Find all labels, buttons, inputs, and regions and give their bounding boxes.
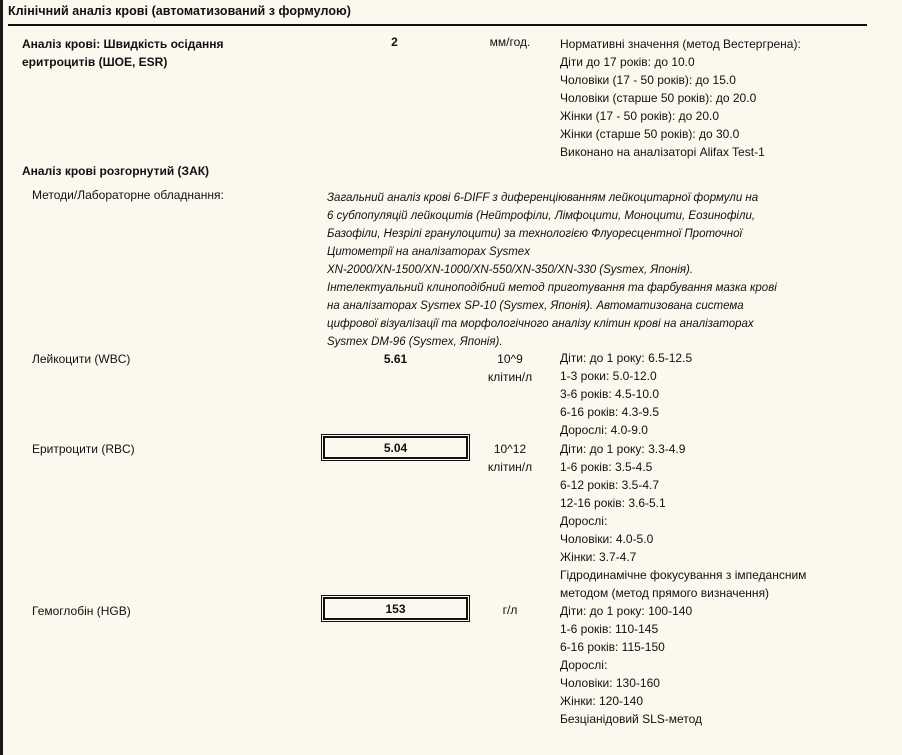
hgb-test-name: Гемоглобін (HGB) — [32, 604, 131, 618]
reference-line: Діти: до 1 року: 100-140 — [560, 604, 693, 618]
hgb-value-box — [323, 597, 468, 620]
methods-line: XN-2000/XN-1500/XN-1000/XN-550/XN-350/XN-330 (Sysmex, Японія). — [327, 264, 694, 276]
reference-line: 1-6 років: 3.5-4.5 — [560, 460, 653, 474]
methods-line: цифрової візуалізації та морфологічного аналізу клітин крові на аналізаторах — [327, 318, 754, 330]
header-rule — [8, 24, 867, 26]
reference-line: 3-6 років: 4.5-10.0 — [560, 387, 660, 401]
reference-line: 1-6 років: 110-145 — [560, 622, 659, 636]
reference-line: Гідродинамічне фокусування з імпедансним — [560, 568, 807, 582]
methods-label: Методи/Лабораторне обладнання: — [32, 188, 224, 202]
reference-line: 1-3 роки: 5.0-12.0 — [560, 369, 657, 383]
esr-reference — [560, 35, 801, 161]
rbc-test-name: Еритроцити (RBC) — [32, 442, 135, 456]
reference-line: Дорослі: — [560, 514, 608, 528]
wbc-value: 5.61 — [383, 352, 408, 366]
methods-line: Sysmex DM-96 (Sysmex, Японія). — [327, 336, 503, 348]
cbc-section-title: Аналіз крові розгорнутий (ЗАК) — [22, 164, 210, 178]
reference-line: Діти: до 1 року: 3.3-4.9 — [560, 442, 686, 456]
esr-unit: мм/год. — [489, 35, 531, 49]
reference-line: методом (метод прямого визначення) — [560, 586, 770, 600]
page-left-edge — [0, 0, 3, 755]
methods-line: Інтелектуальний клиноподібний метод приготування та фарбування мазка крові — [327, 282, 777, 294]
rbc-unit — [480, 440, 540, 476]
hgb-unit: г/л — [502, 603, 518, 617]
report-header — [8, 4, 858, 18]
wbc-unit — [480, 350, 540, 386]
hgb-value: 153 — [385, 601, 406, 616]
reference-line: Жінки (старше 50 років): до 30.0 — [560, 127, 740, 141]
unit-line: клітин/л — [487, 460, 533, 474]
wbc-reference — [560, 349, 692, 439]
reference-line: Діти до 17 років: до 10.0 — [560, 55, 695, 69]
reference-line: 12-16 років: 3.6-5.1 — [560, 496, 666, 510]
reference-line: Нормативні значення (метод Вестергрена): — [560, 37, 801, 51]
unit-line: 10^12 — [493, 442, 527, 456]
methods-line: Загальний аналіз крові 6-DIFF з диференціюванням лейкоцитарної формули на — [327, 192, 759, 204]
methods-line: 6 субпопуляцій лейкоцитів (Нейтрофіли, Лімфоцити, Моноцити, Еозинофіли, — [327, 210, 756, 222]
methods-line: Цитометрії на аналізаторах Sysmex — [327, 246, 530, 258]
reference-line: 6-16 років: 115-150 — [560, 640, 665, 654]
esr-name-line: Аналіз крові: Швидкість осідання — [22, 37, 224, 51]
rbc-reference — [560, 440, 806, 602]
reference-line: Діти: до 1 року: 6.5-12.5 — [560, 351, 693, 365]
unit-line: 10^9 — [497, 352, 523, 366]
methods-line: на аналізаторах Sysmex SP-10 (Sysmex, Японія). Автоматизована система — [327, 300, 744, 312]
reference-line: 6-12 років: 3.5-4.7 — [560, 478, 660, 492]
reference-line: Чоловіки: 4.0-5.0 — [560, 532, 654, 546]
reference-line: 6-16 років: 4.3-9.5 — [560, 405, 660, 419]
reference-line: Жінки: 3.7-4.7 — [560, 550, 637, 564]
esr-test-name — [22, 35, 224, 71]
wbc-test-name: Лейкоцити (WBC) — [32, 352, 131, 366]
report-title: Клінічний аналіз крові (автоматизований з формулою) — [8, 4, 351, 18]
hgb-reference — [560, 602, 702, 728]
reference-line: Чоловіки (17 - 50 років): до 15.0 — [560, 73, 736, 87]
esr-value: 2 — [391, 35, 398, 49]
reference-line: Жінки (17 - 50 років): до 20.0 — [560, 109, 720, 123]
unit-line: клітин/л — [487, 370, 533, 384]
methods-line: Базофіли, Незрілі гранулоцити) за технологією Флуоресцентної Проточної — [327, 228, 743, 240]
reference-line: Чоловіки (старше 50 років): до 20.0 — [560, 91, 757, 105]
reference-line: Дорослі: — [560, 658, 608, 672]
methods-description — [327, 189, 777, 351]
reference-line: Безціанідовий SLS-метод — [560, 712, 703, 726]
rbc-value: 5.04 — [383, 440, 408, 455]
esr-name-line: еритроцитів (ШОЕ, ESR) — [22, 55, 168, 69]
reference-line: Жінки: 120-140 — [560, 694, 644, 708]
reference-line: Дорослі: 4.0-9.0 — [560, 423, 648, 437]
reference-line: Виконано на аналізаторі Alifax Test-1 — [560, 145, 765, 159]
rbc-value-box — [323, 436, 468, 459]
reference-line: Чоловіки: 130-160 — [560, 676, 660, 690]
